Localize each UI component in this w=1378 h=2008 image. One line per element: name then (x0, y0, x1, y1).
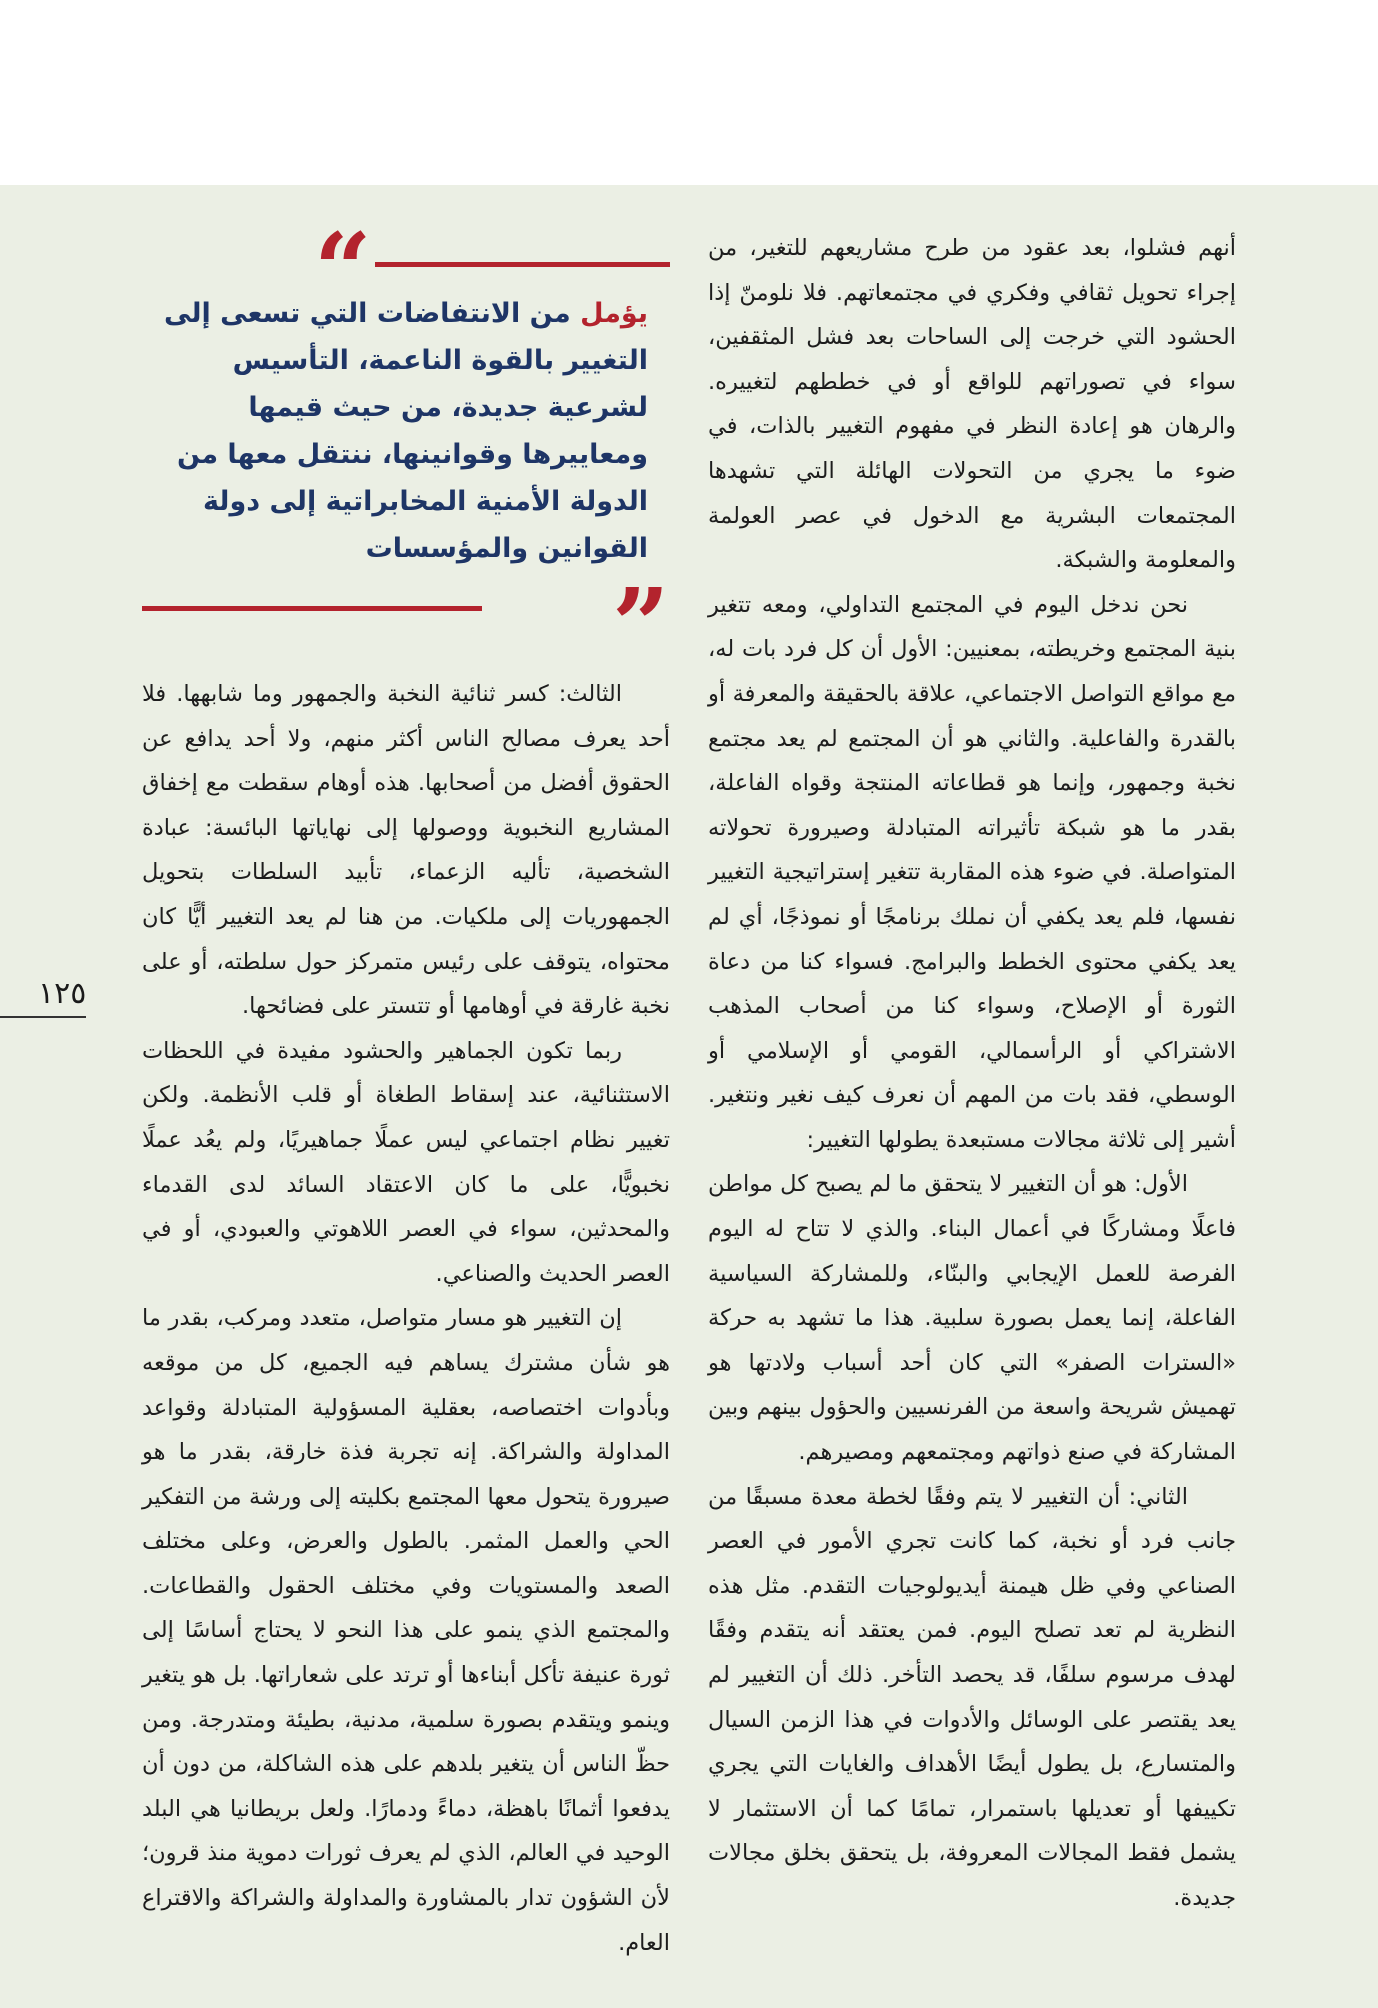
right-text-column (708, 226, 1236, 1921)
pull-quote-lead-word: يؤمل (580, 298, 648, 329)
pull-quote-body: من الانتفاضات التي تسعى إلى التغيير بالقوة الناعمة، التأسيس لشرعية جديدة، من حيث قيمها ومعاييرها وقوانينها، ننتقل معها من الدولة الأمنية المخابراتية إلى دولة القوانين والمؤسسات (164, 298, 648, 564)
open-quote-mark: “ (314, 211, 372, 329)
paragraph: ربما تكون الجماهير والحشود مفيدة في اللحظات الاستثنائية، عند إسقاط الطغاة أو قلب الأنظمة. ولكن تغيير نظام اجتماعي ليس عملًا جماهيريًا، ولم يعُد عملًا نخبويًّا، على ما كان الاعتقاد السائد لدى القدماء والمحدثين، سواء في العصر اللاهوتي والعبودي، أو في العصر الحديث والصناعي. (142, 1037, 670, 1287)
quote-rule-bottom (142, 606, 482, 611)
paragraph: نحن ندخل اليوم في المجتمع التداولي، ومعه تتغير بنية المجتمع وخريطته، بمعنيين: الأول أن كل فرد بات له، مع مواقع التواصل الاجتماعي، علاقة بالحقيقة والمعرفة أو بالقدرة والفاعلية. والثاني هو أن المجتمع لم يعد مجتمع نخبة وجمهور، وإنما هو قطاعاته المنتجة وقواه الفاعلة، بقدر ما هو شبكة تأثيراته المتبادلة وصيرورة تحولاته المتواصلة. في ضوء هذه المقاربة تتغير إستراتيجية التغيير نفسها، فلم يعد يكفي أن نملك برنامجًا أو نموذجًا، أي لم يعد يكفي محتوى الخطط والبرامج. فسواء كنا من دعاة الثورة أو الإصلاح، وسواء كنا من أصحاب المذهب الاشتراكي أو الرأسمالي، القومي أو الإسلامي أو الوسطي، فقد بات من المهم أن نعرف كيف نغير ونتغير. أشير إلى ثلاثة مجالات مستبعدة يطولها التغيير: (708, 591, 1236, 1153)
pull-quote (142, 211, 670, 684)
page-number: ١٢٥ (38, 976, 87, 1011)
paragraph: الثاني: أن التغيير لا يتم وفقًا لخطة معدة مسبقًا من جانب فرد أو نخبة، كما كانت تجري الأمور في العصر الصناعي وفي ظل هيمنة أيديولوجيات التقدم. مثل هذه النظرية لم تعد تصلح اليوم. فمن يعتقد أنه يتقدم وفقًا لهدف مرسوم سلفًا، قد يحصد التأخر. ذلك أن التغيير لم يعد يقتصر على الوسائل والأدوات في هذا الزمن السيال والمتسارع، بل يطول أيضًا الأهداف والغايات التي يجري تكييفها أو تعديلها باستمرار، تمامًا كما أن الاستثمار لا يشمل فقط المجالات المعروفة، بل يتحقق بخلق مجالات جديدة. (708, 1483, 1236, 1911)
paragraph: إن التغيير هو مسار متواصل، متعدد ومركب، بقدر ما هو شأن مشترك يساهم فيه الجميع، كل من موقعه وبأدوات اختصاصه، بعقلية المسؤولية المتبادلة وقواعد المداولة والشراكة. إنه تجربة فذة خارقة، بقدر ما هو صيرورة يتحول معها المجتمع بكليته إلى ورشة من التفكير الحي والعمل المثمر. بالطول والعرض، وعلى مختلف الصعد والمستويات وفي مختلف الحقول والقطاعات. والمجتمع الذي ينمو على هذا النحو لا يحتاج أساسًا إلى ثورة عنيفة تأكل أبناءها أو ترتد على شعاراتها. بل هو يتغير وينمو ويتقدم بصورة سلمية، مدنية، بطيئة ومتدرجة. ومن حظّ الناس أن يتغير بلدهم على هذه الشاكلة، من دون أن يدفعوا أثمانًا باهظة، دماءً ودمارًا. ولعل بريطانيا هي البلد الوحيد في العالم، الذي لم يعرف ثورات دموية منذ قرون؛ لأن الشؤون تدار بالمشاورة والمداولة والشراكة والاقتراع العام. (142, 1305, 670, 1956)
pull-quote-text (148, 290, 648, 572)
left-text-column (142, 672, 670, 1965)
paragraph: الأول: هو أن التغيير لا يتحقق ما لم يصبح كل مواطن فاعلًا ومشاركًا في أعمال البناء. والذي لا تتاح له اليوم الفرصة للعمل الإيجابي والبنّاء، وللمشاركة السياسية الفاعلة، إنما يعمل بصورة سلبية. هذا ما تشهد به حركة «السترات الصفر» التي كان أحد أسباب ولادتها هو تهميش شريحة واسعة من الفرنسيين والحؤول بينهم وبين المشاركة في صنع ذواتهم ومجتمعهم ومصيرهم. (708, 1171, 1236, 1466)
close-quote-mark: ” (612, 566, 670, 684)
quote-rule-top (375, 262, 670, 267)
paragraph: أنهم فشلوا، بعد عقود من طرح مشاريعهم للتغير، من إجراء تحويل ثقافي وفكري في مجتمعاتهم. فلا نلومنّ إذا الحشود التي خرجت إلى الساحات بعد فشل المثقفين، سواء في تصوراتهم للواقع أو في خططهم لتغييره. والرهان هو إعادة النظر في مفهوم التغيير بالذات، في ضوء ما يجري من التحولات الهائلة التي تشهدها المجتمعات البشرية مع الدخول في عصر العولمة والمعلومة والشبكة. (708, 235, 1236, 574)
page-number-rule (0, 1016, 86, 1018)
paragraph: الثالث: كسر ثنائية النخبة والجمهور وما شابهها. فلا أحد يعرف مصالح الناس أكثر منهم، ولا أحد يدافع عن الحقوق أفضل من أصحابها. هذه أوهام سقطت مع إخفاق المشاريع النخبوية ووصولها إلى نهاياتها البائسة: عبادة الشخصية، تأليه الزعماء، تأبيد السلطات بتحويل الجمهوريات إلى ملكيات. من هنا لم يعد التغيير أيًّا كان محتواه، يتوقف على رئيس متمركز حول سلطته، أو على نخبة غارقة في أوهامها أو تتستر على فضائحها. (142, 681, 670, 1020)
